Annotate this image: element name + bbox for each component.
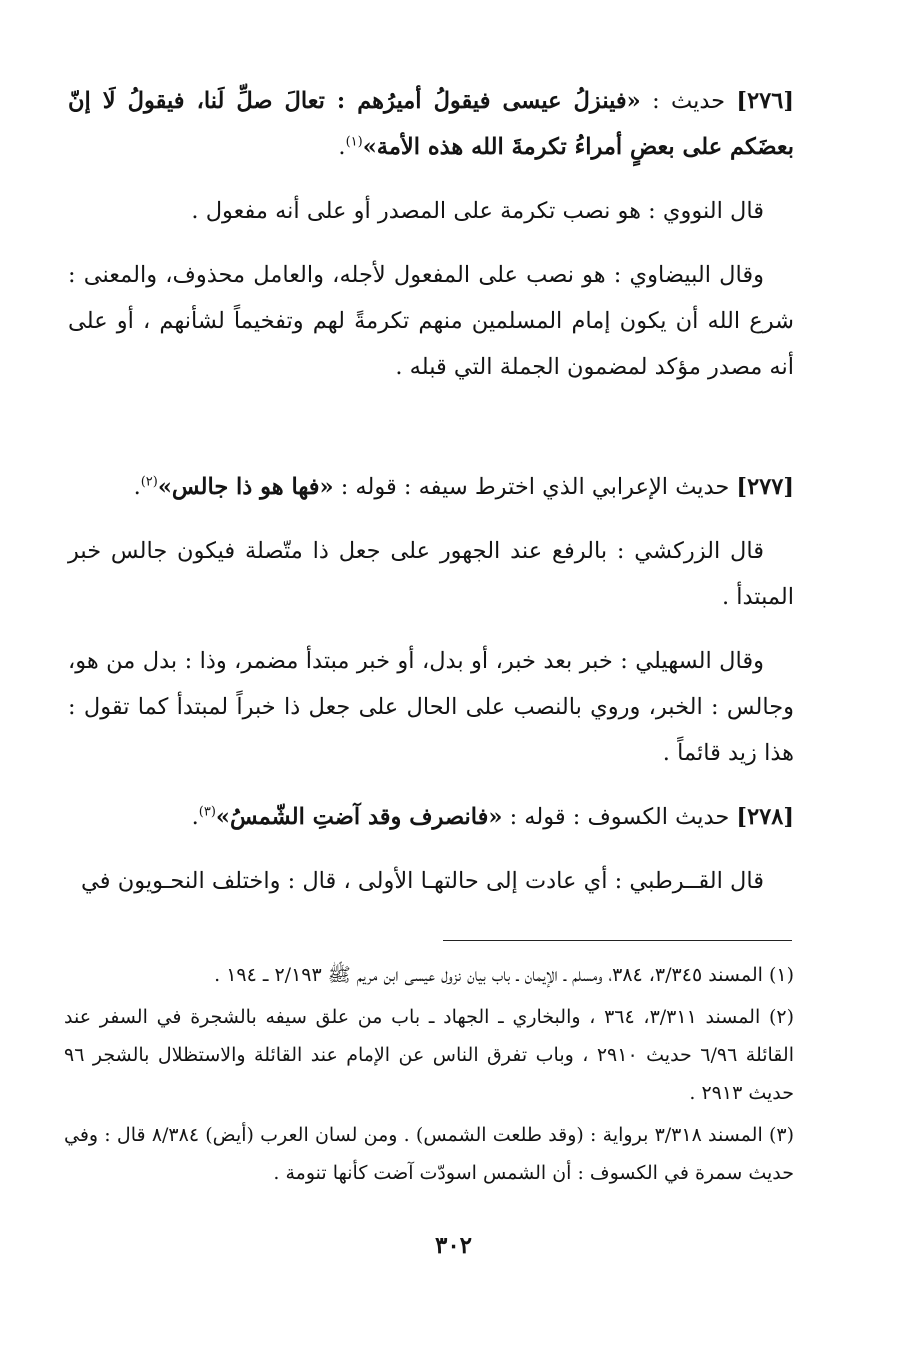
- commentary-suhayli: وقال السهيلي : خبر بعد خبر، أو بدل، أو خبر مبتدأ مضمر، وذا : بدل من هو، وجالس : الخبر، وروي بالنصب على الحال على جعل ذا خبراً لمبتدأ كما تقول : هذا زيد قائماً .: [68, 648, 794, 766]
- entry-number: [٢٧٨]: [736, 804, 794, 830]
- footnote-2: (٢) المسند ٣/٣١١، ٣٦٤ ، والبخاري ـ الجهاد ـ باب من علق سيفه بالشجرة في السفر عند القائلة ٦/٩٦ حديث ٢٩١٠ ، وباب تفرق الناس عن الإمام عند القائلة والاستظلال بالشجر ٩٦ حديث ٢٩١٣ .: [64, 1006, 795, 1104]
- sentence-end: .: [191, 804, 199, 830]
- page-number: ٣٠٢: [434, 1232, 473, 1259]
- section-gap: [68, 408, 794, 464]
- main-text: [68, 78, 794, 922]
- hadith-276: [68, 78, 794, 170]
- commentary-zarkashi: قال الزركشي : بالرفع عند الجهور على جعل ذا متّصلة فيكون جالس خبر المبتدأ .: [68, 538, 794, 610]
- hadith-quote: «فينزلُ عيسى فيقولُ أميرُهم : تعالَ صلِّ لَنا، فيقولُ لَا إنّ بعضَكم على بعضٍ أمراءُ تكرمةَ الله هذه الأمة»: [68, 88, 794, 160]
- footnotes: [64, 956, 794, 1196]
- footnote-ref: (٢): [140, 474, 158, 490]
- entry-label: حديث الإعرابي الذي اخترط سيفه : قوله :: [340, 474, 730, 500]
- footnote-ref: (٣): [198, 804, 216, 820]
- hadith-quote: «فها هو ذا جالس»: [157, 474, 334, 500]
- entry-number: [٢٧٧]: [736, 474, 794, 500]
- footnote-divider: [443, 940, 792, 941]
- footnote-1: (١) المسند ٣/٣٤٥، ٣٨٤، ومسلم ـ الإيمان ـ باب بيان نزول عيسى ابن مريم ﷺ ٢/١٩٣ ـ ١٩٤ .: [214, 964, 794, 986]
- hadith-278: [68, 794, 794, 840]
- entry-number: [٢٧٦]: [736, 88, 794, 114]
- footnote-ref: (١): [345, 134, 363, 150]
- commentary-qurtubi: قال القــرطبي : أي عادت إلى حالتهـا الأولى ، قال : واختلف النحـويون في: [81, 868, 764, 894]
- footnote-3: (٣) المسند ٣/٣١٨ برواية : (وقد طلعت الشمس) . ومن لسان العرب (أيض) ٨/٣٨٤ قال : وفي حديث سمرة في الكسوف : أن الشمس اسودّت آضت كأنها تنومة .: [64, 1124, 794, 1184]
- hadith-277: [68, 464, 794, 510]
- sentence-end: .: [133, 474, 141, 500]
- hadith-quote: «فانصرف وقد آضتِ الشّمسُ»: [215, 804, 503, 830]
- entry-label: حديث الكسوف : قوله :: [509, 804, 730, 830]
- entry-label: حديث :: [652, 88, 726, 114]
- commentary-nawawi: قال النووي : هو نصب تكرمة على المصدر أو على أنه مفعول .: [191, 198, 764, 224]
- commentary-baydawi: وقال البيضاوي : هو نصب على المفعول لأجله، والعامل محذوف، والمعنى : شرع الله أن يكون إمام المسلمين منهم تكرمةً لهم وتفخيماً لشأنهم ، أو على أنه مصدر مؤكد لمضمون الجملة التي قبله .: [68, 262, 794, 380]
- sentence-end: .: [338, 134, 346, 160]
